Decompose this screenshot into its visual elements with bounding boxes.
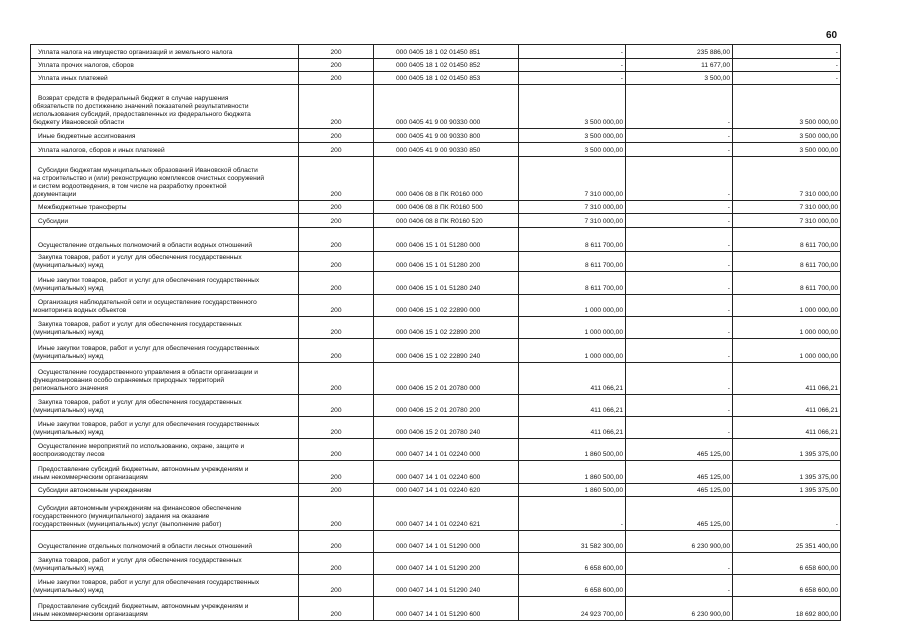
budget-classification-code-cell: 000 0406 15 1 02 22890 200 (374, 317, 519, 339)
line-code-cell: 200 (299, 45, 374, 59)
budget-classification-code-cell: 000 0406 15 1 02 22890 240 (374, 339, 519, 363)
table-row (31, 531, 841, 553)
expense-name-line: (муниципальных) нужд (33, 407, 104, 414)
executed-amount-cell: 6 230 900,00 (626, 531, 733, 553)
executed-amount-cell: 6 230 900,00 (626, 597, 733, 621)
table-row (31, 439, 841, 461)
unexecuted-amount-cell: 1 395 375,00 (733, 461, 841, 484)
expense-name-cell (31, 295, 299, 317)
expense-name-line: воспроизводству лесов (33, 451, 105, 458)
budget-classification-code-cell: 000 0407 14 1 01 02240 621 (374, 497, 519, 531)
approved-amount-cell: 411 066,21 (519, 363, 626, 395)
executed-amount-cell: - (626, 129, 733, 143)
expense-name-cell (31, 72, 299, 85)
budget-classification-code-cell: 000 0405 18 1 02 01450 851 (374, 45, 519, 59)
approved-amount-cell: 8 611 700,00 (519, 272, 626, 295)
line-code-cell: 200 (299, 272, 374, 295)
executed-amount-cell: - (626, 272, 733, 295)
line-code-cell: 200 (299, 575, 374, 597)
expense-name-cell (31, 484, 299, 497)
expense-name-line: Иные закупки товаров, работ и услуг для обеспечения государственных (38, 277, 260, 284)
table-row (31, 214, 841, 228)
table-row (31, 143, 841, 157)
approved-amount-cell: 24 923 700,00 (519, 597, 626, 621)
table-row (31, 317, 841, 339)
expense-name-line: документации (33, 191, 77, 198)
budget-classification-code-cell: 000 0407 14 1 01 51290 240 (374, 575, 519, 597)
unexecuted-amount-cell: 6 658 600,00 (733, 553, 841, 575)
expense-name-cell (31, 272, 299, 295)
expense-name-line: на строительство и (или) реконструкцию комплексов очистных сооружений (33, 175, 265, 182)
expense-name-cell (31, 228, 299, 252)
expense-name-cell (31, 417, 299, 439)
unexecuted-amount-cell: 3 500 000,00 (733, 143, 841, 157)
executed-amount-cell: - (626, 575, 733, 597)
unexecuted-amount-cell: 25 351 400,00 (733, 531, 841, 553)
budget-classification-code-cell: 000 0407 14 1 01 02240 620 (374, 484, 519, 497)
expense-name-line: функционирования особо охраняемых природных территорий (33, 377, 225, 384)
expense-name-line: мониторинга водных объектов (33, 307, 127, 314)
line-code-cell: 200 (299, 339, 374, 363)
expense-name-cell (31, 129, 299, 143)
table-row (31, 295, 841, 317)
executed-amount-cell: - (626, 157, 733, 201)
expense-name-line: бюджету Ивановской области (33, 119, 125, 126)
expense-name-line: Организация наблюдательной сети и осуществление государственного (38, 299, 257, 306)
budget-classification-code-cell: 000 0405 41 9 00 90330 850 (374, 143, 519, 157)
budget-classification-code-cell: 000 0406 15 1 01 51280 200 (374, 252, 519, 272)
unexecuted-amount-cell: 7 310 000,00 (733, 157, 841, 201)
line-code-cell: 200 (299, 317, 374, 339)
expense-name-line: иным некоммерческим организациям (33, 611, 148, 618)
executed-amount-cell: 11 677,00 (626, 59, 733, 72)
expense-name-line: Предоставление субсидий бюджетным, автономным учреждениям и (38, 603, 249, 610)
budget-classification-code-cell: 000 0407 14 1 01 02240 000 (374, 439, 519, 461)
expense-name-line: Закупка товаров, работ и услуг для обеспечения государственных (38, 254, 242, 261)
table-row (31, 484, 841, 497)
expense-name-line: (муниципальных) нужд (33, 353, 104, 360)
expense-name-line: (муниципальных) нужд (33, 587, 104, 594)
approved-amount-cell: 6 658 600,00 (519, 575, 626, 597)
approved-amount-cell: 1 860 500,00 (519, 461, 626, 484)
budget-classification-code-cell: 000 0406 08 8 ПК R0160 520 (374, 214, 519, 228)
table-row (31, 228, 841, 252)
executed-amount-cell: - (626, 228, 733, 252)
executed-amount-cell: 465 125,00 (626, 484, 733, 497)
table-row (31, 85, 841, 129)
budget-classification-code-cell: 000 0406 15 1 01 51280 000 (374, 228, 519, 252)
line-code-cell: 200 (299, 531, 374, 553)
expense-name-cell (31, 59, 299, 72)
line-code-cell: 200 (299, 143, 374, 157)
executed-amount-cell: - (626, 143, 733, 157)
expense-name-line: Межбюджетные трансферты (38, 204, 127, 211)
table-row (31, 129, 841, 143)
table-row (31, 339, 841, 363)
expense-name-line: использования субсидий, предоставленных из федерального бюджета (33, 111, 251, 118)
budget-classification-code-cell: 000 0406 15 2 01 20780 000 (374, 363, 519, 395)
approved-amount-cell: 7 310 000,00 (519, 201, 626, 214)
unexecuted-amount-cell: 6 658 600,00 (733, 575, 841, 597)
expense-name-line: Субсидии (38, 218, 69, 225)
approved-amount-cell: - (519, 497, 626, 531)
table-row (31, 272, 841, 295)
executed-amount-cell: - (626, 553, 733, 575)
expense-name-line: Предоставление субсидий бюджетным, автономным учреждениям и (38, 466, 249, 473)
approved-amount-cell: 1 000 000,00 (519, 317, 626, 339)
executed-amount-cell: - (626, 201, 733, 214)
expense-name-line: Возврат средств в федеральный бюджет в случае нарушения (38, 95, 229, 102)
table-row (31, 395, 841, 417)
expense-name-line: обязательств по достижению значений показателей результативности (33, 103, 249, 110)
budget-classification-code-cell: 000 0406 15 2 01 20780 200 (374, 395, 519, 417)
expense-name-line: Субсидии бюджетам муниципальных образований Ивановской области (38, 167, 258, 174)
expense-name-line: (муниципальных) нужд (33, 285, 104, 292)
approved-amount-cell: 8 611 700,00 (519, 228, 626, 252)
expense-name-cell (31, 201, 299, 214)
table-row (31, 461, 841, 484)
executed-amount-cell: 465 125,00 (626, 497, 733, 531)
line-code-cell: 200 (299, 85, 374, 129)
line-code-cell: 200 (299, 72, 374, 85)
expense-name-cell (31, 439, 299, 461)
expense-name-line: и систем водоотведения, в том числе на разработку проектной (33, 183, 227, 190)
unexecuted-amount-cell: - (733, 59, 841, 72)
approved-amount-cell: 8 611 700,00 (519, 252, 626, 272)
table-row (31, 363, 841, 395)
expense-name-line: Осуществление мероприятий по использованию, охране, защите и (38, 443, 245, 450)
table-row (31, 252, 841, 272)
table-row (31, 417, 841, 439)
expense-name-line: государственного (муниципального) задания на оказание (33, 513, 210, 520)
executed-amount-cell: - (626, 339, 733, 363)
approved-amount-cell: 1 860 500,00 (519, 439, 626, 461)
approved-amount-cell: 411 066,21 (519, 395, 626, 417)
approved-amount-cell: - (519, 72, 626, 85)
budget-classification-code-cell: 000 0406 08 8 ПК R0160 000 (374, 157, 519, 201)
expense-name-cell (31, 461, 299, 484)
budget-classification-code-cell: 000 0407 14 1 01 02240 600 (374, 461, 519, 484)
line-code-cell: 200 (299, 395, 374, 417)
line-code-cell: 200 (299, 59, 374, 72)
line-code-cell: 200 (299, 157, 374, 201)
expense-name-cell (31, 157, 299, 201)
expense-name-cell (31, 339, 299, 363)
executed-amount-cell: - (626, 214, 733, 228)
budget-classification-code-cell: 000 0406 15 2 01 20780 240 (374, 417, 519, 439)
table-row (31, 575, 841, 597)
executed-amount-cell: - (626, 363, 733, 395)
executed-amount-cell: 465 125,00 (626, 461, 733, 484)
expense-name-line: (муниципальных) нужд (33, 429, 104, 436)
expense-name-cell (31, 85, 299, 129)
expense-name-line: Иные закупки товаров, работ и услуг для обеспечения государственных (38, 421, 260, 428)
unexecuted-amount-cell: 411 066,21 (733, 363, 841, 395)
line-code-cell: 200 (299, 363, 374, 395)
approved-amount-cell: 1 860 500,00 (519, 484, 626, 497)
executed-amount-cell: - (626, 317, 733, 339)
expense-name-cell (31, 252, 299, 272)
executed-amount-cell: - (626, 295, 733, 317)
executed-amount-cell: 3 500,00 (626, 72, 733, 85)
budget-classification-code-cell: 000 0407 14 1 01 51290 200 (374, 553, 519, 575)
expense-name-line: Иные закупки товаров, работ и услуг для обеспечения государственных (38, 345, 260, 352)
approved-amount-cell: 7 310 000,00 (519, 157, 626, 201)
expense-name-line: иным некоммерческим организациям (33, 474, 148, 481)
expense-name-cell (31, 143, 299, 157)
table-row (31, 497, 841, 531)
executed-amount-cell: - (626, 395, 733, 417)
approved-amount-cell: - (519, 45, 626, 59)
budget-execution-table (30, 44, 841, 621)
approved-amount-cell: 6 658 600,00 (519, 553, 626, 575)
expense-name-cell (31, 575, 299, 597)
line-code-cell: 200 (299, 417, 374, 439)
line-code-cell: 200 (299, 252, 374, 272)
unexecuted-amount-cell: - (733, 45, 841, 59)
expense-name-cell (31, 45, 299, 59)
unexecuted-amount-cell: 1 000 000,00 (733, 295, 841, 317)
budget-classification-code-cell: 000 0406 08 8 ПК R0160 500 (374, 201, 519, 214)
expense-name-cell (31, 531, 299, 553)
budget-classification-code-cell: 000 0406 15 1 01 51280 240 (374, 272, 519, 295)
line-code-cell: 200 (299, 484, 374, 497)
unexecuted-amount-cell: - (733, 497, 841, 531)
unexecuted-amount-cell: 8 611 700,00 (733, 228, 841, 252)
expense-name-line: Уплата налогов, сборов и иных платежей (38, 147, 165, 154)
table-row (31, 45, 841, 59)
expense-name-line: (муниципальных) нужд (33, 565, 104, 572)
expense-name-line: (муниципальных) нужд (33, 262, 104, 269)
line-code-cell: 200 (299, 201, 374, 214)
unexecuted-amount-cell: 411 066,21 (733, 417, 841, 439)
line-code-cell: 200 (299, 553, 374, 575)
unexecuted-amount-cell: 1 395 375,00 (733, 484, 841, 497)
unexecuted-amount-cell: 7 310 000,00 (733, 214, 841, 228)
unexecuted-amount-cell: 1 000 000,00 (733, 317, 841, 339)
line-code-cell: 200 (299, 597, 374, 621)
executed-amount-cell: - (626, 252, 733, 272)
unexecuted-amount-cell: 8 611 700,00 (733, 252, 841, 272)
table-row (31, 157, 841, 201)
unexecuted-amount-cell: 3 500 000,00 (733, 129, 841, 143)
executed-amount-cell: 465 125,00 (626, 439, 733, 461)
expense-name-line: Осуществление отдельных полномочий в области лесных отношений (38, 543, 253, 550)
unexecuted-amount-cell: 1 395 375,00 (733, 439, 841, 461)
expense-name-line: Иные бюджетные ассигнования (38, 133, 136, 140)
expense-name-line: Уплата налога на имущество организаций и земельного налога (38, 49, 233, 56)
budget-classification-code-cell: 000 0405 18 1 02 01450 852 (374, 59, 519, 72)
approved-amount-cell: 3 500 000,00 (519, 143, 626, 157)
line-code-cell: 200 (299, 129, 374, 143)
table-row (31, 597, 841, 621)
approved-amount-cell: 411 066,21 (519, 417, 626, 439)
approved-amount-cell: - (519, 59, 626, 72)
unexecuted-amount-cell: - (733, 72, 841, 85)
unexecuted-amount-cell: 8 611 700,00 (733, 272, 841, 295)
approved-amount-cell: 31 582 300,00 (519, 531, 626, 553)
expense-name-line: Закупка товаров, работ и услуг для обеспечения государственных (38, 321, 242, 328)
unexecuted-amount-cell: 7 310 000,00 (733, 201, 841, 214)
executed-amount-cell: - (626, 85, 733, 129)
budget-classification-code-cell: 000 0405 41 9 00 90330 800 (374, 129, 519, 143)
approved-amount-cell: 3 500 000,00 (519, 85, 626, 129)
table-row (31, 553, 841, 575)
expense-name-line: Осуществление государственного управления в области организации и (38, 369, 258, 376)
expense-name-cell (31, 317, 299, 339)
expense-name-cell (31, 597, 299, 621)
approved-amount-cell: 1 000 000,00 (519, 295, 626, 317)
expense-name-line: Осуществление отдельных полномочий в области водных отношений (38, 242, 253, 249)
expense-name-line: Закупка товаров, работ и услуг для обеспечения государственных (38, 399, 242, 406)
expense-name-line: (муниципальных) нужд (33, 329, 104, 336)
unexecuted-amount-cell: 1 000 000,00 (733, 339, 841, 363)
unexecuted-amount-cell: 3 500 000,00 (733, 85, 841, 129)
budget-classification-code-cell: 000 0407 14 1 01 51290 600 (374, 597, 519, 621)
approved-amount-cell: 7 310 000,00 (519, 214, 626, 228)
expense-name-cell (31, 363, 299, 395)
page-number: 60 (826, 30, 838, 41)
expense-name-line: Субсидии автономным учреждениям на финансовое обеспечение (38, 505, 242, 512)
table-row (31, 201, 841, 214)
expense-name-cell (31, 553, 299, 575)
expense-name-cell (31, 497, 299, 531)
unexecuted-amount-cell: 18 692 800,00 (733, 597, 841, 621)
budget-classification-code-cell: 000 0405 18 1 02 01450 853 (374, 72, 519, 85)
line-code-cell: 200 (299, 439, 374, 461)
unexecuted-amount-cell: 411 066,21 (733, 395, 841, 417)
table-row (31, 59, 841, 72)
expense-name-line: Уплата иных платежей (38, 75, 108, 82)
expense-name-line: государственных (муниципальных) услуг (выполнение работ) (33, 521, 222, 528)
budget-classification-code-cell: 000 0406 15 1 02 22890 000 (374, 295, 519, 317)
budget-classification-code-cell: 000 0405 41 9 00 90330 000 (374, 85, 519, 129)
expense-name-cell (31, 214, 299, 228)
line-code-cell: 200 (299, 214, 374, 228)
expense-name-cell (31, 395, 299, 417)
executed-amount-cell: - (626, 417, 733, 439)
expense-name-line: регионального значения (33, 385, 108, 392)
table-row (31, 72, 841, 85)
expense-name-line: Иные закупки товаров, работ и услуг для обеспечения государственных (38, 579, 260, 586)
approved-amount-cell: 3 500 000,00 (519, 129, 626, 143)
budget-classification-code-cell: 000 0407 14 1 01 51290 000 (374, 531, 519, 553)
approved-amount-cell: 1 000 000,00 (519, 339, 626, 363)
line-code-cell: 200 (299, 461, 374, 484)
line-code-cell: 200 (299, 228, 374, 252)
line-code-cell: 200 (299, 497, 374, 531)
expense-name-line: Закупка товаров, работ и услуг для обеспечения государственных (38, 557, 242, 564)
expense-name-line: Субсидии автономным учреждениям (38, 487, 152, 494)
executed-amount-cell: 235 886,00 (626, 45, 733, 59)
expense-name-line: Уплата прочих налогов, сборов (38, 62, 134, 69)
line-code-cell: 200 (299, 295, 374, 317)
